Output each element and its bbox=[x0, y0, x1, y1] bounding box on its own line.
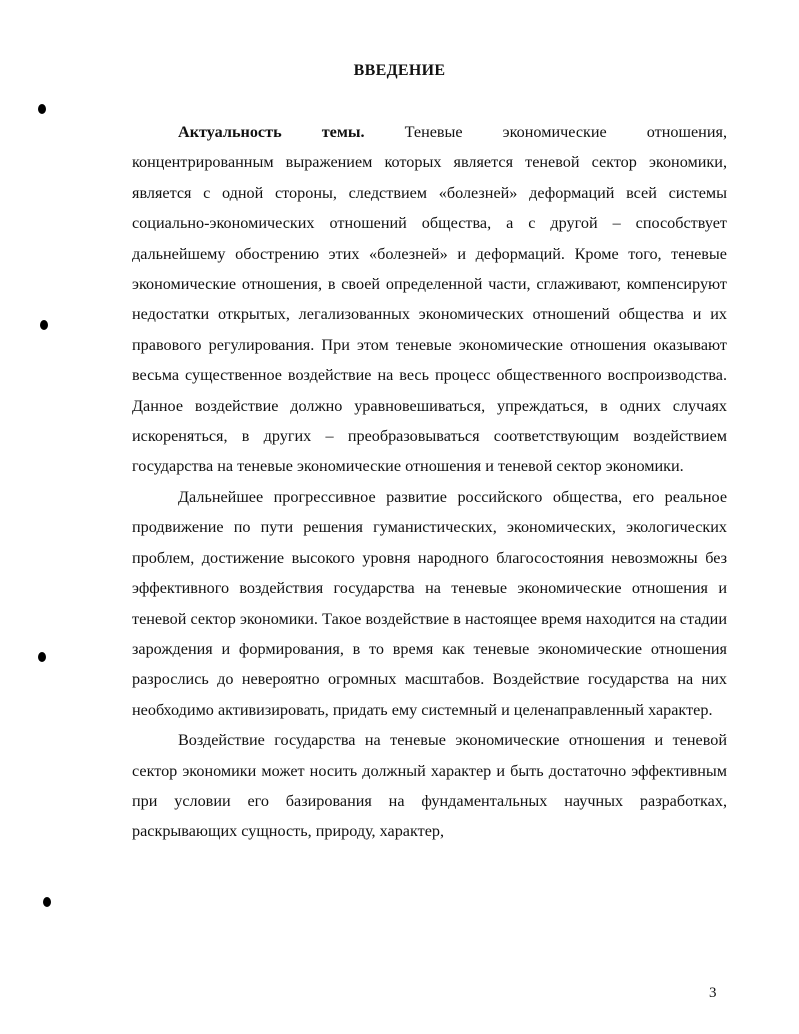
punch-hole-mark bbox=[43, 897, 51, 907]
paragraph-state-influence bbox=[132, 725, 727, 847]
document-body bbox=[132, 117, 727, 847]
punch-hole-mark bbox=[40, 320, 48, 330]
punch-hole-mark bbox=[38, 104, 46, 114]
paragraph-text: Дальнейшее прогрессивное развитие российского общества, его реальное продвижение по пути решения гуманистических, экономических, экологических проблем, достижение высокого уровня народного благосостояния невозможны без эффективного воздействия государства на теневые экономические отношения и теневой сектор экономики. Такое воздействие в настоящее время находится на стадии зарождения и формирования, в то время как теневые экономические отношения разрослись до невероятно огромных масштабов. Воздействие государства на них необходимо активизировать, придать ему системный и целенаправленный характер. bbox=[132, 487, 727, 719]
punch-hole-mark bbox=[38, 652, 46, 662]
page-number: 3 bbox=[709, 985, 717, 1001]
paragraph-relevance bbox=[132, 117, 727, 482]
paragraph-text: Воздействие государства на теневые экономические отношения и теневой сектор экономики может носить должный характер и быть достаточно эффективным при условии его базирования на фундаментальных научных разработках, раскрывающих сущность, природу, характер, bbox=[132, 731, 727, 841]
paragraph-development bbox=[132, 482, 727, 725]
paragraph-lead-heading: Актуальность темы. bbox=[178, 123, 365, 141]
section-title: ВВЕДЕНИЕ bbox=[353, 62, 446, 79]
paragraph-text: Теневые экономические отношения, концентрированным выражением которых является теневой сектор экономики, является с одной стороны, следствием «болезней» деформаций всей системы социально-экономических отношений общества, а с другой – способствует дальнейшему обострению этих «болезней» и деформаций. Кроме того, теневые экономические отношения, в своей определенной части, сглаживают, компенсируют недостатки открытых, легализованных экономических отношений общества и их правового регулирования. При этом теневые экономические отношения оказывают весьма существенное воздействие на весь процесс общественного воспроизводства. Данное воздействие должно уравновешиваться, упреждаться, в одних случаях искореняться, в других – преобразовываться соответствующим воздействием государства на теневые экономические отношения и теневой сектор экономики. bbox=[132, 123, 727, 476]
